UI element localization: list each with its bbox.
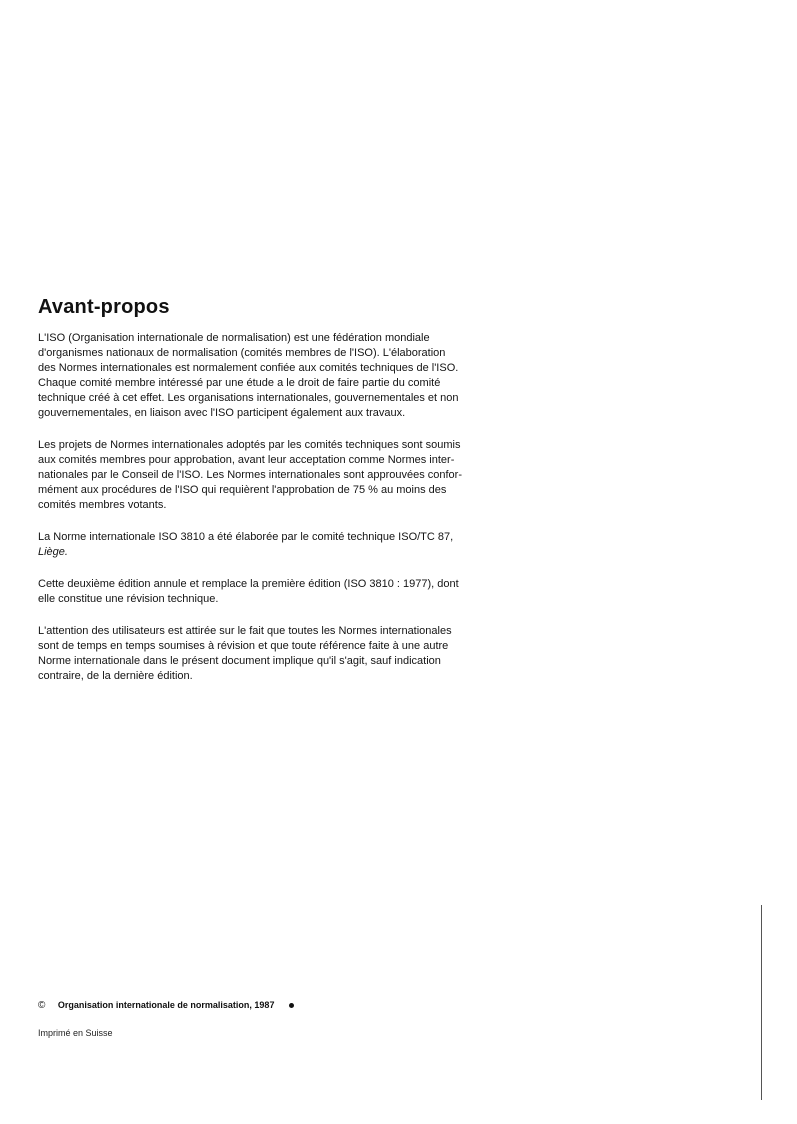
text-line: technique créé à cet effet. Les organisations internationales, gouvernementales et non — [38, 392, 459, 404]
bullet-dot-icon — [289, 1003, 294, 1008]
page-title: Avant-propos — [38, 296, 170, 318]
text-line: mément aux procédures de l'ISO qui requièrent l'approbation de 75 % au moins des — [38, 484, 447, 496]
paragraph-iso-overview — [38, 331, 490, 421]
text-line: nationales par le Conseil de l'ISO. Les Normes internationales sont approuvées confor- — [38, 469, 462, 481]
text-line: La Norme internationale ISO 3810 a été élaborée par le comité technique ISO/TC 87, — [38, 531, 454, 543]
text-line: d'organismes nationaux de normalisation (comités membres de l'ISO). L'élaboration — [38, 347, 446, 359]
copyright-text: Organisation internationale de normalisation, 1987 — [57, 1000, 275, 1010]
text-line: comités membres votants. — [38, 499, 167, 511]
paragraph-standard-origin — [38, 530, 490, 560]
text-line: contraire, de la dernière édition. — [38, 670, 193, 682]
committee-name: Liège. — [38, 546, 68, 558]
text-line: L'ISO (Organisation internationale de normalisation) est une fédération mondiale — [38, 332, 430, 344]
foreword-body — [38, 331, 490, 701]
text-line: des Normes internationales est normalement confiée aux comités techniques de l'ISO. — [38, 362, 459, 374]
text-line: Chaque comité membre intéressé par une étude a le droit de faire partie du comité — [38, 377, 441, 389]
text-line: Cette deuxième édition annule et remplace la première édition (ISO 3810 : 1977), dont — [38, 578, 459, 590]
copyright-icon: © — [38, 1000, 46, 1011]
paragraph-approval-process — [38, 438, 490, 513]
page-edge-line — [761, 905, 762, 1100]
paragraph-edition-note — [38, 577, 490, 607]
text-line: Les projets de Normes internationales adoptés par les comités techniques sont soumis — [38, 439, 461, 451]
text-line: aux comités membres pour approbation, avant leur acceptation comme Normes inter- — [38, 454, 455, 466]
text-line: Norme internationale dans le présent document implique qu'il s'agit, sauf indication — [38, 655, 441, 667]
text-line: elle constitue une révision technique. — [38, 593, 219, 605]
text-line: L'attention des utilisateurs est attirée sur le fait que toutes les Normes internationales — [38, 625, 452, 637]
text-line: gouvernementales, en liaison avec l'ISO participent également aux travaux. — [38, 407, 406, 419]
copyright-notice — [38, 1000, 294, 1011]
paragraph-revision-notice — [38, 624, 490, 684]
text-line: sont de temps en temps soumises à révision et que toute référence faite à une autre — [38, 640, 449, 652]
printed-in-label: Imprimé en Suisse — [38, 1028, 113, 1038]
